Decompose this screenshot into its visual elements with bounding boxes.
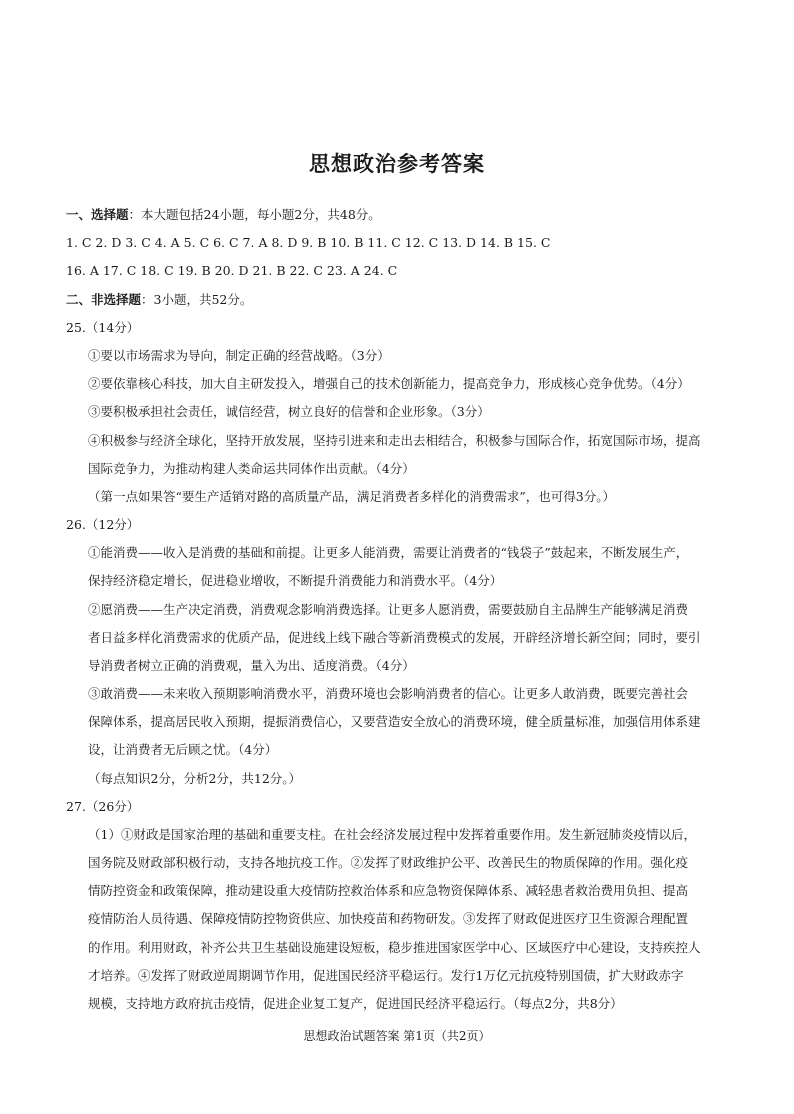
q25-heading: 25.（14分） bbox=[66, 320, 140, 335]
q27-line-6: 才培养。④发挥了财政逆周期调节作用，促进国民经济平稳运行。发行1万亿元抗疫特别国债，扩大财政赤字 bbox=[88, 968, 684, 983]
mc-answers-row-2: 16. A 17. C 18. C 19. B 20. D 21. B 22. C 23. A 24. C bbox=[66, 263, 398, 278]
section2-heading: 二、非选择题 bbox=[66, 292, 142, 307]
q27-line-3: 情防控资金和政策保障，推动建设重大疫情防控救治体系和应急物资保障体系、减轻患者救治费用负担、提高 bbox=[88, 883, 689, 898]
q26-point-1b: 保持经济稳定增长，促进稳业增收，不断提升消费能力和消费水平。（4分） bbox=[88, 573, 503, 588]
mc-answers-row-1: 1. C 2. D 3. C 4. A 5. C 6. C 7. A 8. D 9. B 10. B 11. C 12. C 13. D 14. B 15. C bbox=[66, 235, 551, 250]
q25-point-2: ②要依靠核心科技，加大自主研发投入，增强自己的技术创新能力，提高竞争力，形成核心竞争优势。（4分） bbox=[88, 376, 690, 391]
q26-heading: 26.（12分） bbox=[66, 517, 140, 532]
q26-point-2b: 者日益多样化消费需求的优质产品，促进线上线下融合等新消费模式的发展，开辟经济增长新空间；同时，要引 bbox=[88, 630, 701, 645]
q26-point-2a: ②愿消费——生产决定消费，消费观念影响消费选择。让更多人愿消费，需要鼓励自主品牌生产能够满足消费 bbox=[88, 602, 689, 617]
q27-line-1: （1）①财政是国家治理的基础和重要支柱。在社会经济发展过程中发挥着重要作用。发生新冠肺炎疫情以后， bbox=[88, 827, 696, 842]
q27-line-7: 规模，支持地方政府抗击疫情，促进企业复工复产，促进国民经济平稳运行。（每点2分，共8分） bbox=[88, 996, 623, 1011]
q26-point-3c: 设，让消费者无后顾之忧。（4分） bbox=[88, 742, 278, 757]
q25-note: （第一点如果答“要生产适销对路的高质量产品，满足消费者多样化的消费需求”，也可得3分。） bbox=[88, 489, 615, 504]
q26-point-2c: 导消费者树立正确的消费观，量入为出、适度消费。（4分） bbox=[88, 658, 415, 673]
q27-line-4: 疫情防治人员待遇、保障疫情防控物资供应、加快疫苗和药物研发。③发挥了财政促进医疗卫生资源合理配置 bbox=[88, 911, 689, 926]
q25-point-4a: ④积极参与经济全球化，坚持开放发展，坚持引进来和走出去相结合，积极参与国际合作，拓宽国际市场，提高 bbox=[88, 433, 701, 448]
q26-point-3a: ③敢消费——未来收入预期影响消费水平，消费环境也会影响消费者的信心。让更多人敢消费，既要完善社会 bbox=[88, 686, 689, 701]
section1-intro: ：本大题包括24小题，每小题2分，共48分。 bbox=[128, 207, 381, 222]
q27-line-2: 国务院及财政部积极行动，支持各地抗疫工作。②发挥了财政维护公平、改善民生的物质保障的作用。强化疫 bbox=[88, 855, 689, 870]
section1-heading: 一、选择题 bbox=[66, 207, 129, 222]
q25-point-4b: 国际竞争力，为推动构建人类命运共同体作出贡献。（4分） bbox=[88, 461, 415, 476]
q27-line-5: 的作用。利用财政，补齐公共卫生基础设施建设短板，稳步推进国家医学中心、区域医疗中心建设，支持疾控人 bbox=[88, 940, 701, 955]
q25-point-3: ③要积极承担社会责任，诚信经营，树立良好的信誉和企业形象。（3分） bbox=[88, 404, 490, 419]
q26-point-1a: ①能消费——收入是消费的基础和前提。让更多人能消费，需要让消费者的“钱袋子”鼓起来，不断发展生产， bbox=[88, 545, 689, 560]
section2-intro: ：3小题，共52分。 bbox=[141, 292, 253, 307]
page-footer: 思想政治试题答案 第1页（共2页） bbox=[303, 1029, 491, 1043]
page-title: 思想政治参考答案 bbox=[309, 152, 485, 176]
q26-note: （每点知识2分，分析2分，共12分。） bbox=[88, 771, 302, 786]
section2-heading-line bbox=[66, 292, 726, 308]
q27-heading: 27.（26分） bbox=[66, 799, 140, 814]
q26-point-3b: 保障体系，提高居民收入预期，提振消费信心，又要营造安全放心的消费环境，健全质量标准，加强信用体系建 bbox=[88, 714, 701, 729]
section1-heading-line bbox=[66, 207, 726, 223]
q25-point-1: ①要以市场需求为导向，制定正确的经营战略。（3分） bbox=[88, 348, 390, 363]
